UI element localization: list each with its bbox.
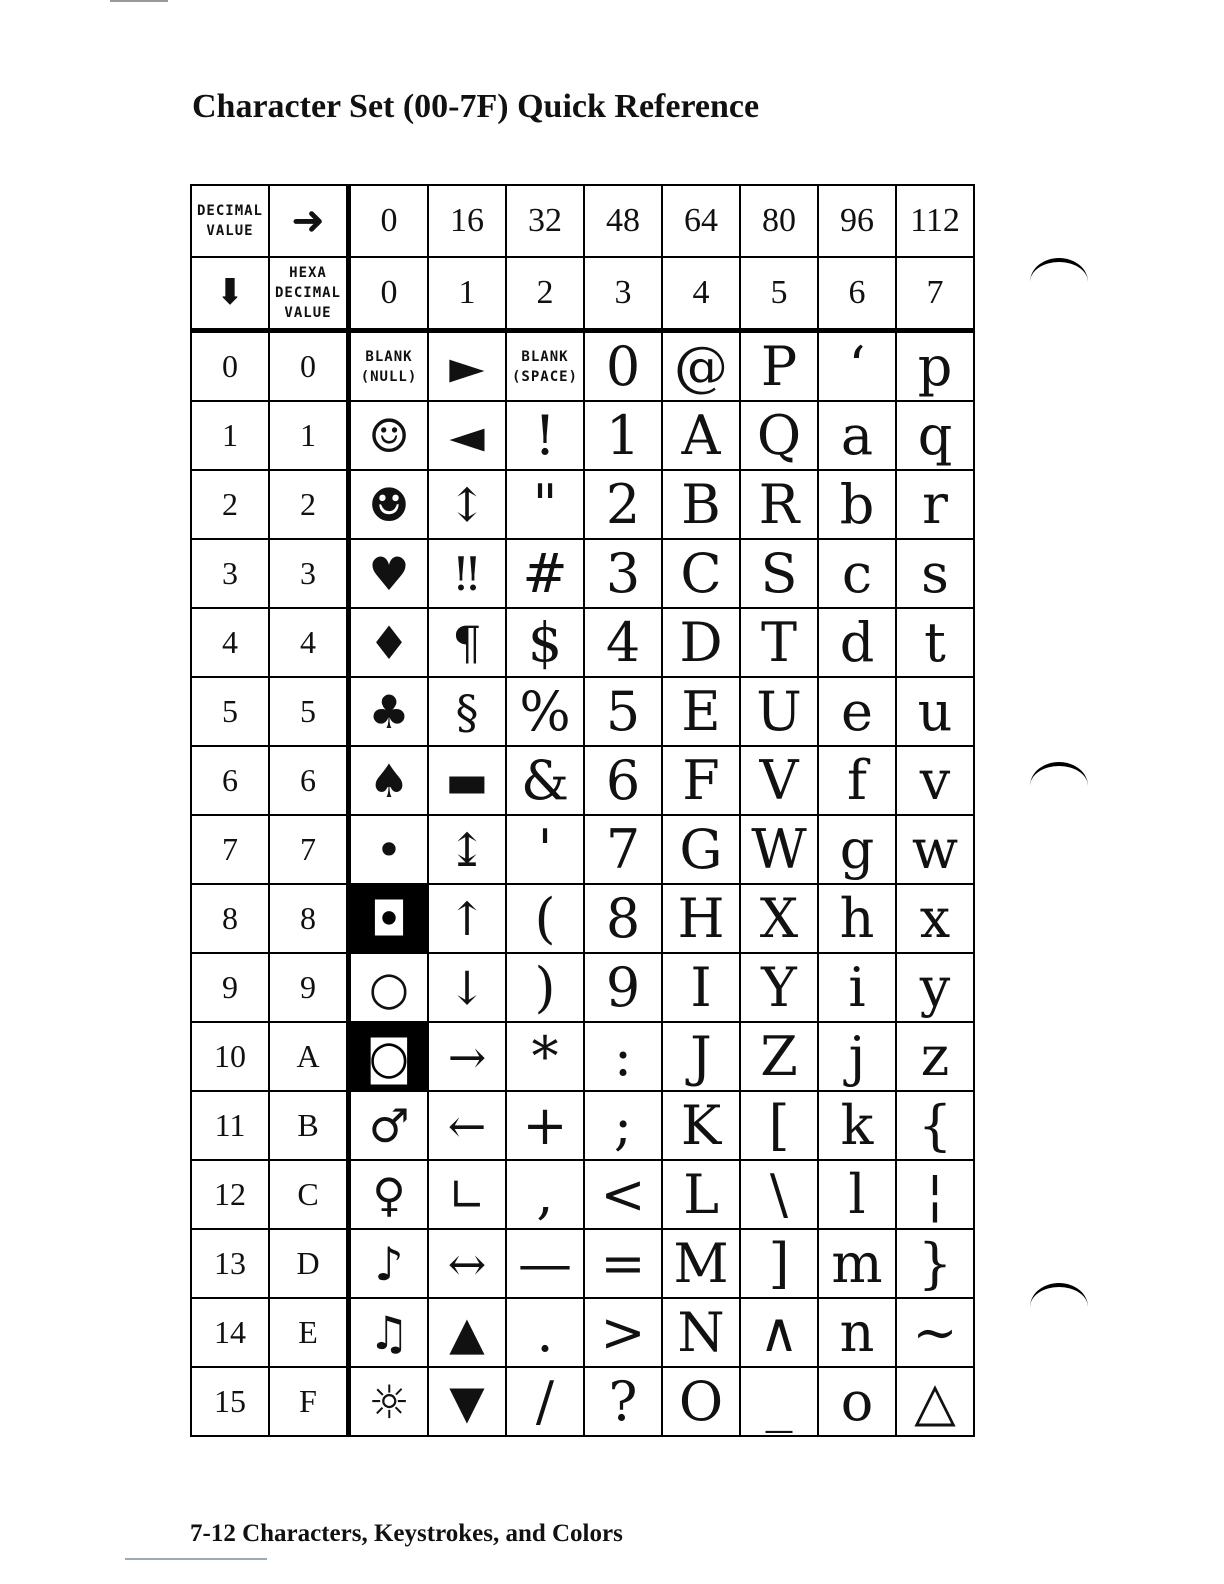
char-cell: + [506, 1091, 584, 1160]
char-cell: Y [740, 953, 818, 1022]
char-cell: c [818, 539, 896, 608]
char-cell: , [506, 1160, 584, 1229]
table-row [191, 1367, 974, 1436]
footer-rule [125, 1558, 267, 1560]
table-row [191, 953, 974, 1022]
char-cell: ◄ [428, 401, 506, 470]
char-cell: 5 [584, 677, 662, 746]
hex-column-header: 6 [818, 257, 896, 331]
char-cell: ∧ [740, 1298, 818, 1367]
char-cell: ( [506, 884, 584, 953]
char-cell: < [584, 1160, 662, 1229]
char-cell: ▬ [428, 746, 506, 815]
char-cell: _ [740, 1367, 818, 1436]
char-cell: : [584, 1022, 662, 1091]
char-cell: } [896, 1229, 974, 1298]
table-row [191, 331, 974, 402]
row-hex-value: D [269, 1229, 349, 1298]
char-cell: 2 [584, 470, 662, 539]
char-cell: [ [740, 1091, 818, 1160]
char-cell: T [740, 608, 818, 677]
page-tab-mark [1030, 1283, 1088, 1307]
char-cell: R [740, 470, 818, 539]
char-cell: ] [740, 1229, 818, 1298]
char-cell: ☻ [349, 470, 429, 539]
char-cell: v [896, 746, 974, 815]
char-cell: B [662, 470, 740, 539]
table-row [191, 401, 974, 470]
char-cell: ∼ [896, 1298, 974, 1367]
char-cell: > [584, 1298, 662, 1367]
char-cell: ☺ [349, 401, 429, 470]
row-hex-value: 7 [269, 815, 349, 884]
table-row [191, 1298, 974, 1367]
char-cell: g [818, 815, 896, 884]
char-cell: ‘ [818, 331, 896, 402]
decimal-header-row [191, 185, 974, 257]
char-cell: ∟ [428, 1160, 506, 1229]
char-cell: = [584, 1229, 662, 1298]
decimal-column-header: 0 [349, 185, 429, 257]
char-cell: ? [584, 1367, 662, 1436]
char-cell: ◘ [349, 884, 429, 953]
decimal-column-header: 48 [584, 185, 662, 257]
row-hex-value: 5 [269, 677, 349, 746]
char-cell: " [506, 470, 584, 539]
page-tab-mark [1030, 258, 1088, 282]
char-cell: i [818, 953, 896, 1022]
char-cell: ← [428, 1091, 506, 1160]
decimal-column-header: 96 [818, 185, 896, 257]
char-cell: BLANK (NULL) [349, 331, 429, 402]
char-cell: H [662, 884, 740, 953]
row-hex-value: E [269, 1298, 349, 1367]
char-cell: # [506, 539, 584, 608]
char-cell: w [896, 815, 974, 884]
row-hex-value: 8 [269, 884, 349, 953]
char-cell: → [428, 1022, 506, 1091]
char-cell: 1 [584, 401, 662, 470]
char-cell: I [662, 953, 740, 1022]
char-cell: n [818, 1298, 896, 1367]
char-cell: s [896, 539, 974, 608]
hex-column-header: 3 [584, 257, 662, 331]
char-cell: § [428, 677, 506, 746]
char-cell: $ [506, 608, 584, 677]
char-cell: U [740, 677, 818, 746]
char-cell: k [818, 1091, 896, 1160]
char-cell: o [818, 1367, 896, 1436]
row-decimal-value: 10 [191, 1022, 269, 1091]
row-hex-value: 1 [269, 401, 349, 470]
row-hex-value: 0 [269, 331, 349, 402]
hex-column-header: 2 [506, 257, 584, 331]
char-cell: ♪ [349, 1229, 429, 1298]
char-cell: ♠ [349, 746, 429, 815]
char-cell: ¶ [428, 608, 506, 677]
char-cell: 3 [584, 539, 662, 608]
row-decimal-value: 1 [191, 401, 269, 470]
hexadecimal-value-label: HEXA DECIMAL VALUE [269, 257, 349, 331]
row-decimal-value: 11 [191, 1091, 269, 1160]
table-row [191, 884, 974, 953]
char-cell: z [896, 1022, 974, 1091]
table-row [191, 1091, 974, 1160]
char-cell: u [896, 677, 974, 746]
char-cell: ' [506, 815, 584, 884]
char-cell: m [818, 1229, 896, 1298]
char-cell: 0 [584, 331, 662, 402]
char-cell: ◙ [349, 1022, 429, 1091]
table-row [191, 470, 974, 539]
hex-column-header: 7 [896, 257, 974, 331]
char-cell: l [818, 1160, 896, 1229]
decimal-column-header: 80 [740, 185, 818, 257]
right-arrow-icon: ➜ [269, 185, 349, 257]
char-cell: ) [506, 953, 584, 1022]
char-cell: 4 [584, 608, 662, 677]
char-cell: h [818, 884, 896, 953]
row-decimal-value: 9 [191, 953, 269, 1022]
char-cell: * [506, 1022, 584, 1091]
char-cell: C [662, 539, 740, 608]
row-decimal-value: 12 [191, 1160, 269, 1229]
row-decimal-value: 6 [191, 746, 269, 815]
char-cell: M [662, 1229, 740, 1298]
char-cell: x [896, 884, 974, 953]
char-cell: y [896, 953, 974, 1022]
char-cell: . [506, 1298, 584, 1367]
row-decimal-value: 2 [191, 470, 269, 539]
table-row [191, 539, 974, 608]
char-cell: 8 [584, 884, 662, 953]
decimal-column-header: 32 [506, 185, 584, 257]
row-decimal-value: 4 [191, 608, 269, 677]
row-decimal-value: 5 [191, 677, 269, 746]
char-cell: ♫ [349, 1298, 429, 1367]
hex-column-header: 5 [740, 257, 818, 331]
page-title: Character Set (00-7F) Quick Reference [192, 88, 760, 125]
char-cell: O [662, 1367, 740, 1436]
char-cell: 7 [584, 815, 662, 884]
table-row [191, 608, 974, 677]
char-cell: A [662, 401, 740, 470]
row-hex-value: 6 [269, 746, 349, 815]
row-hex-value: 2 [269, 470, 349, 539]
row-hex-value: 9 [269, 953, 349, 1022]
char-cell: BLANK (SPACE) [506, 331, 584, 402]
char-cell: D [662, 608, 740, 677]
char-cell: W [740, 815, 818, 884]
char-cell: — [506, 1229, 584, 1298]
char-cell: J [662, 1022, 740, 1091]
char-cell: ▲ [428, 1298, 506, 1367]
table-row [191, 677, 974, 746]
char-cell: r [896, 470, 974, 539]
char-cell: L [662, 1160, 740, 1229]
char-cell: t [896, 608, 974, 677]
char-cell: ☼ [349, 1367, 429, 1436]
char-cell: ▼ [428, 1367, 506, 1436]
char-cell: b [818, 470, 896, 539]
decimal-column-header: 64 [662, 185, 740, 257]
top-edge-mark [110, 0, 168, 2]
hex-column-header: 4 [662, 257, 740, 331]
char-cell: ○ [349, 953, 429, 1022]
char-cell: F [662, 746, 740, 815]
char-cell: • [349, 815, 429, 884]
table-row [191, 1160, 974, 1229]
char-cell: X [740, 884, 818, 953]
char-cell: ♂ [349, 1091, 429, 1160]
char-cell: G [662, 815, 740, 884]
row-decimal-value: 15 [191, 1367, 269, 1436]
char-cell: q [896, 401, 974, 470]
char-cell: { [896, 1091, 974, 1160]
char-cell: % [506, 677, 584, 746]
char-cell: ♀ [349, 1160, 429, 1229]
row-hex-value: F [269, 1367, 349, 1436]
row-hex-value: 4 [269, 608, 349, 677]
char-cell: / [506, 1367, 584, 1436]
char-cell: ↕ [428, 470, 506, 539]
char-cell: \ [740, 1160, 818, 1229]
down-arrow-icon: ⬇ [191, 257, 269, 331]
char-cell: △ [896, 1367, 974, 1436]
char-cell: ¦ [896, 1160, 974, 1229]
hex-column-header: 0 [349, 257, 429, 331]
row-hex-value: 3 [269, 539, 349, 608]
char-cell: Q [740, 401, 818, 470]
row-hex-value: C [269, 1160, 349, 1229]
page-tab-mark [1030, 762, 1088, 786]
character-set-table [190, 184, 975, 1437]
table-row [191, 746, 974, 815]
char-cell: ♥ [349, 539, 429, 608]
hex-header-row [191, 257, 974, 331]
char-cell: ↔ [428, 1229, 506, 1298]
decimal-column-header: 16 [428, 185, 506, 257]
char-cell: E [662, 677, 740, 746]
row-hex-value: A [269, 1022, 349, 1091]
table-row [191, 815, 974, 884]
char-cell: 9 [584, 953, 662, 1022]
char-cell: ↑ [428, 884, 506, 953]
char-cell: ! [506, 401, 584, 470]
char-cell: ↓ [428, 953, 506, 1022]
row-decimal-value: 14 [191, 1298, 269, 1367]
decimal-value-label: DECIMAL VALUE [191, 185, 269, 257]
hex-column-header: 1 [428, 257, 506, 331]
char-cell: S [740, 539, 818, 608]
char-cell: f [818, 746, 896, 815]
char-cell: 6 [584, 746, 662, 815]
char-cell: V [740, 746, 818, 815]
table-row [191, 1229, 974, 1298]
char-cell: K [662, 1091, 740, 1160]
char-cell: d [818, 608, 896, 677]
char-cell: Z [740, 1022, 818, 1091]
char-cell: p [896, 331, 974, 402]
row-hex-value: B [269, 1091, 349, 1160]
char-cell: P [740, 331, 818, 402]
char-cell: j [818, 1022, 896, 1091]
row-decimal-value: 3 [191, 539, 269, 608]
decimal-column-header: 112 [896, 185, 974, 257]
char-cell: e [818, 677, 896, 746]
table-row [191, 1022, 974, 1091]
row-decimal-value: 0 [191, 331, 269, 402]
char-cell: ► [428, 331, 506, 402]
char-cell: @ [662, 331, 740, 402]
char-cell: ‼ [428, 539, 506, 608]
char-cell: N [662, 1298, 740, 1367]
char-cell: & [506, 746, 584, 815]
char-cell: ♦ [349, 608, 429, 677]
char-cell: ♣ [349, 677, 429, 746]
row-decimal-value: 7 [191, 815, 269, 884]
page-footer: 7-12 Characters, Keystrokes, and Colors [190, 1520, 623, 1547]
char-cell: ; [584, 1091, 662, 1160]
row-decimal-value: 8 [191, 884, 269, 953]
row-decimal-value: 13 [191, 1229, 269, 1298]
char-cell: a [818, 401, 896, 470]
char-cell: ↨ [428, 815, 506, 884]
